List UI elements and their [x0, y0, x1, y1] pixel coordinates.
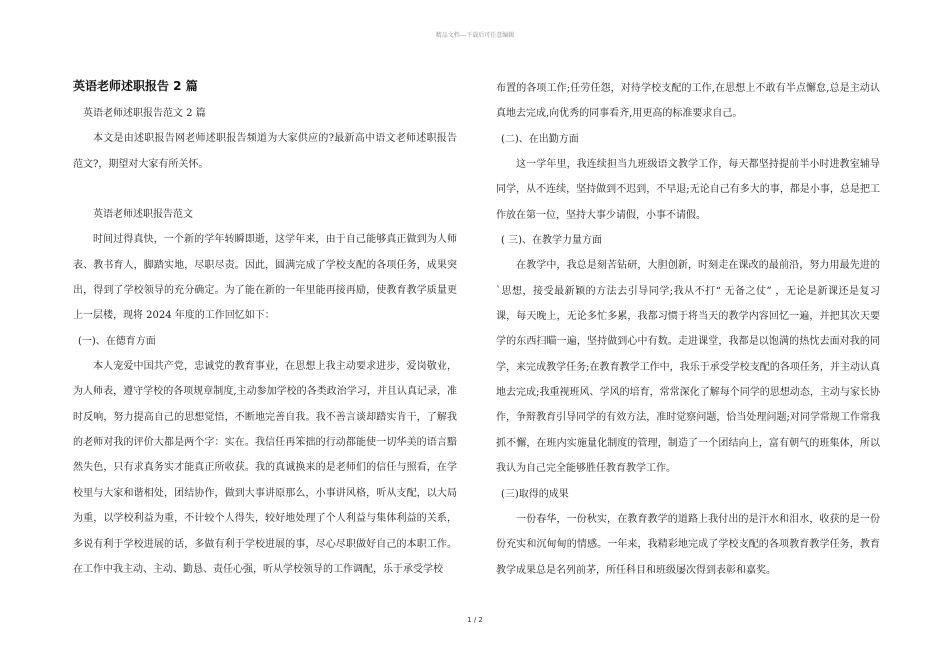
page-number: 1 / 2: [467, 616, 483, 624]
paragraph: 这一学年里，我连续担当九班级语文教学工作，每天都坚持提前半小时进教室辅导同学，从不连续，坚持做到不迟到，不早退;无论自己有多大的事，都是小事，总是把工作放在第一位，坚持大事少请假，小事不请假。: [496, 159, 880, 221]
paragraph: 时间过得真快，一个新的学年转瞬即逝，这学年来，由于自己能够真正做到为人师表、教书育人，脚踏实地，尽职尽责。因此，圆满完成了学校支配的各项任务，成果突出，得到了学校领导的充分确定。为了能在新的一年里能再接再励，使教育教学质量更上一层楼，现将 2024 年度的工作回忆如下：: [73, 234, 457, 322]
section-heading-results: (三)取得的成果: [501, 488, 569, 500]
left-column: [73, 76, 457, 582]
right-column: [496, 76, 880, 583]
blank-line: [73, 177, 457, 202]
header-watermark: 精品文档---下载后可任意编辑: [435, 32, 515, 39]
paragraph: 一份春华，一份秋实，在教育教学的道路上我付出的是汗水和泪水，收获的是一份份充实和沉甸甸的情感。一年来，我精彩地完成了学校支配的各项教育教学任务，教育教学成果总是名列前茅，所任科目和班级屡次得到表彰和嘉奖。: [496, 513, 880, 576]
document-title: 英语老师述职报告 2 篇: [73, 79, 198, 93]
section-title: 英语老师述职报告范文: [93, 209, 193, 221]
section-heading-teaching: ( 三)、在教学力量方面: [501, 235, 602, 247]
paragraph: 在教学中，我总是刻苦钻研，大胆创新，时刻走在课改的最前沿，努力用最先进的`思想，接受最新颖的方法去引导同学;我从不打“ 无备之仗” ，无论是新课还是复习课，每天晚上，无论多忙多累，我都习惯于将当天的教学内容回忆一遍，并把其次天要学的东西扫瞄一遍，坚持做到心中有数。走进课堂，我都是以饱满的热忱去面对我的同学，来完成教学任务;在教育教学工作中，我乐于承受学校支配的各项任务，并主动认真地去完成;我重视班风、学风的培育，常常深化了解每个同学的思想动态，主动与家长协作，争辩教育引导同学的有效方法，准时觉察问题，恰当处理问题;对同学常规工作常我抓不懈，在班内实施量化制度的管理，制造了一个团结向上，富有朝气的班集体，所以我认为自己完全能够胜任教育教学工作。: [496, 260, 880, 475]
section-heading-moral: (一)、在德育方面: [78, 335, 156, 347]
section-heading-attendance: (二)、在出勤方面: [501, 133, 579, 145]
paragraph: 本人宠爱中国共产党，忠诚党的教育事业，在思想上我主动要求进步，爱岗敬业，为人师表，遵守学校的各项规章制度,主动参加学校的各类政治学习，并且认真记录，准时反响，努力提高自己的思想觉悟，不断地完善自我。我不善言谈却踏实肯干，了解我的老师对我的评价大都是两个字：实在。我信任再笨拙的行动都能使一切华美的语言黯然失色，只有求真务实才能真正所收获。我的真诚换来的是老师们的信任与照看，在学校里与大家和谐相处，团结协作，做到大事讲原那么，小事讲风格，听从支配，以大局为重，以学校利益为重，不计较个人得失，较好地处理了个人利益与集体利益的关系，多说有利于学校进展的话，多做有利于学校进展的事，尽心尽职做好自己的本职工作。在工作中我主动、主动、勤恳、责任心强，听从学校领导的工作调配，乐于承受学校: [73, 361, 457, 575]
intro-paragraph: 本文是由述职报告网老师述职报告频道为大家供应的?最新高中语文老师述职报告范文?，期望对大家有所关怀。: [73, 133, 457, 170]
paragraph: 布置的各项工作;任劳任怨，对待学校支配的工作,在思想上不敢有半点懈怠,总是主动认真地去完成,向优秀的同事看齐,用更高的标准要求自己。: [496, 83, 880, 120]
subtitle: 英语老师述职报告范文 2 篇: [83, 108, 206, 119]
